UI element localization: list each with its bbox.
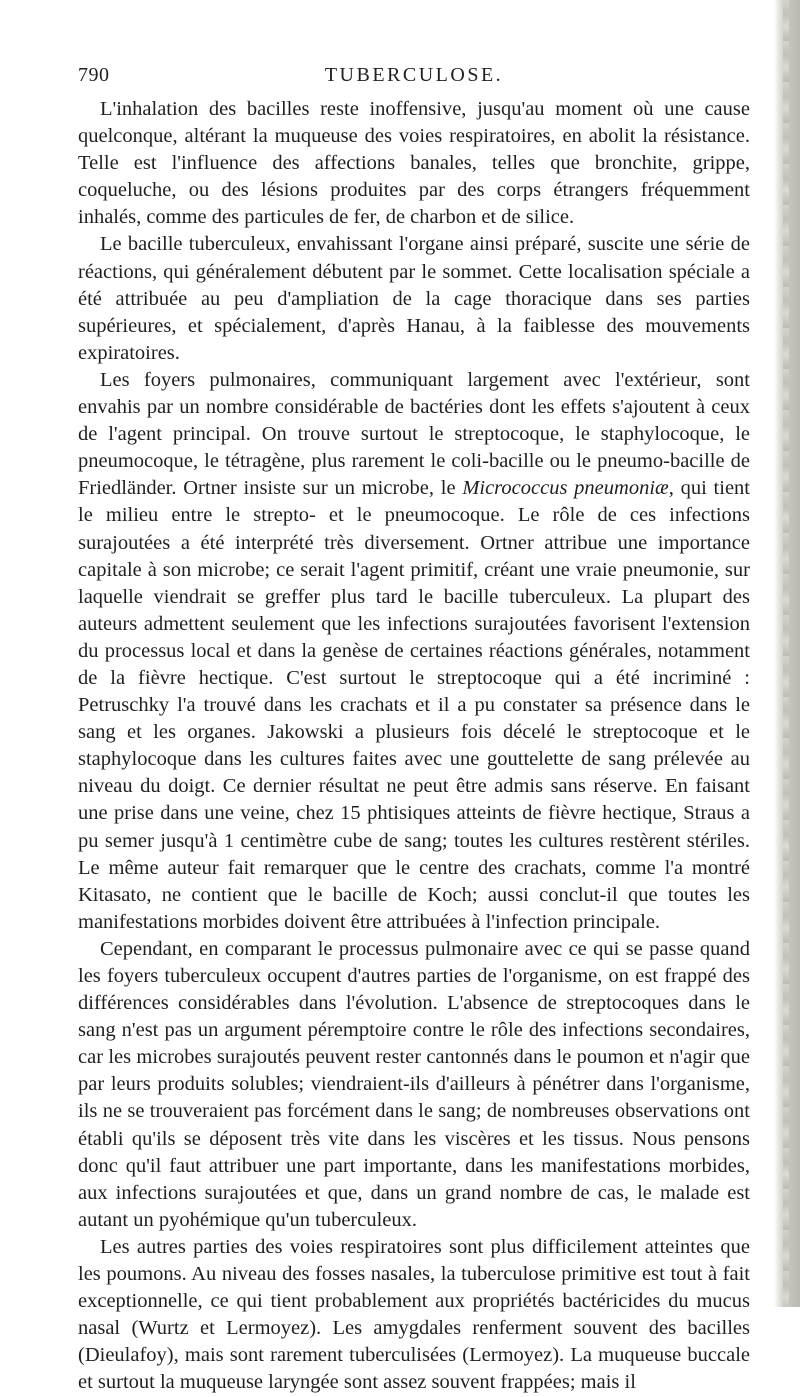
page-header	[78, 64, 750, 90]
paragraph-3	[78, 367, 750, 936]
paragraph-5: Les autres parties des voies respiratoires sont plus difficilement atteintes que les poumons. Au niveau des fosses nasales, la tuberculose primitive est tout à fait exceptionnelle, ce qui tient probablement aux propriétés bactéricides du mucus nasal (Wurtz et Lermoyez). Les amygdales renferment souvent des bacilles (Dieulafoy), mais sont rarement tuberculisées (Lermoyez). La muqueuse buccale et surtout la muqueuse laryngée sont assez souvent frappées; mais il	[78, 1235, 750, 1394]
page-edge-shadow	[774, 0, 800, 1307]
species-name: Micrococcus pneumoniæ	[462, 477, 669, 500]
binding-edge	[783, 0, 789, 1307]
page-number: 790	[78, 64, 110, 86]
body-text	[78, 96, 750, 1397]
paragraph-4: Cependant, en comparant le processus pulmonaire avec ce qui se passe quand les foyers tuberculeux occupent d'autres parties de l'organisme, on est frappé des différences considérables dans l'évolution. L'absence de streptocoques dans le sang n'est pas un argument péremptoire contre le rôle des infections secondaires, car les microbes surajoutés peuvent rester cantonnés dans le poumon et n'agir que par leurs produits solubles; viendraient-ils d'ailleurs à pénétrer dans l'organisme, ils ne se trouveraient pas forcément dans le sang; de nombreuses observations ont établi qu'ils se déposent très vite dans les viscères et les tissus. Nous pensons donc qu'il faut attribuer une part importante, dans les manifestations morbides, aux infections surajoutées et que, dans un grand nombre de cas, le malade est autant un pyohémique qu'un tuberculeux.	[78, 937, 750, 1231]
running-title: TUBERCULOSE.	[324, 64, 504, 86]
paragraph-1: L'inhalation des bacilles reste inoffensive, jusqu'au moment où une cause quelconque, altérant la muqueuse des voies respiratoires, en abolit la résistance. Telle est l'influence des affections banales, telles que bronchite, grippe, coqueluche, ou des lésions produites par des corps étrangers fréquemment inhalés, comme des particules de fer, de charbon et de silice.	[78, 98, 750, 229]
paragraph-3-start: Les foyers pulmonaires, communiquant largement avec l'extérieur, sont envahis par un nombre considérable de bactéries dont les effets s'ajoutent à ceux de l'agent principal. On trouve surtout le streptocoque, le staphylocoque, le pneumocoque, le tétragène, plus rarement le coli-bacille ou le pneumo-bacille de Friedländer. Ortner insiste sur un microbe, le	[78, 368, 750, 500]
paragraph-2: Le bacille tuberculeux, envahissant l'organe ainsi préparé, suscite une série de réactions, qui généralement débutent par le sommet. Cette localisation spéciale a été attribuée au peu d'ampliation de la cage thoracique dans ses parties supérieures, et spécialement, d'après Hanau, à la faiblesse des mouvements expiratoires.	[78, 233, 750, 364]
paragraph-3-end: , qui tient le milieu entre le strepto- et le pneumocoque. Le rôle de ces infections surajoutées a été interprété très diversement. Ortner attribue une importance capitale à son microbe; ce serait l'agent primitif, créant une vraie pneumonie, sur laquelle viendrait se greffer plus tard le bacille tuberculeux. La plupart des auteurs admettent seulement que les infections surajoutées favorisent l'extension du processus local et dans la genèse de certaines réactions générales, notamment de la fièvre hectique. C'est surtout le streptocoque qui a été incriminé : Petruschky l'a trouvé dans les crachats et il a pu constater sa présence dans le sang et les organes. Jakowski a plusieurs fois décelé le streptocoque et le staphylocoque dans les cultures faites avec une gouttelette de sang prélevée au niveau du doigt. Ce dernier résultat ne peut être admis sans réserve. En faisant une prise dans une veine, chez 15 phtisiques atteints de fièvre hectique, Straus a pu semer jusqu'à 1 centimètre cube de sang; toutes les cultures restèrent stériles. Le même auteur fait remarquer que le centre des crachats, comme l'a montré Kitasato, ne contient que le bacille de Koch; aussi conclut-il que toutes les manifestations morbides doivent être attribuées à l'infection principale.	[78, 477, 750, 933]
